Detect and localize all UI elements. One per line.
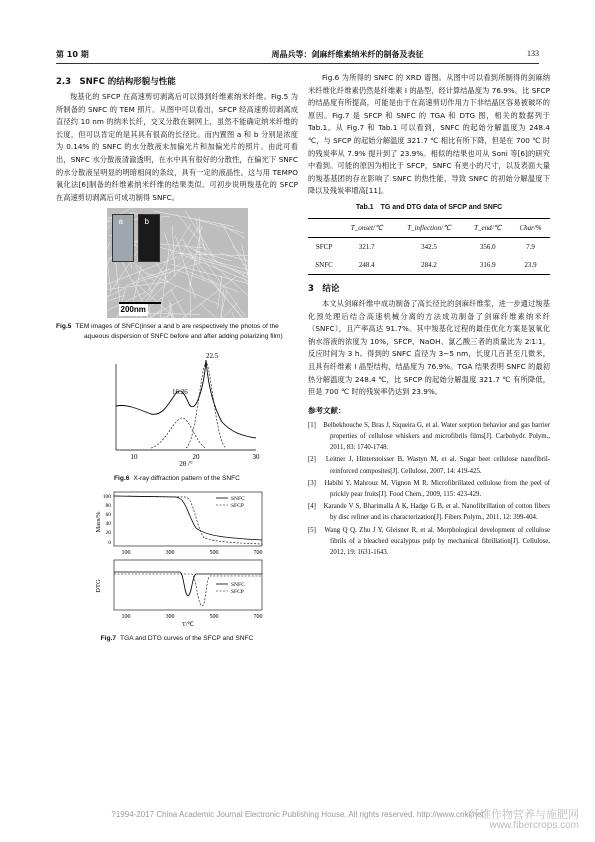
tga-ytick-80: 80 <box>105 503 111 510</box>
dtg-y-label: DTG <box>95 579 102 594</box>
fiber-strand <box>185 303 237 318</box>
table1-title: Tab.1 TG and DTG data of SFCP and SNFC <box>355 203 503 211</box>
fig6-caption-text: X-ray diffraction pattern of the SNFC <box>133 475 240 483</box>
dtg-xtick-100: 100 <box>121 614 131 621</box>
fiber-strand <box>200 304 248 318</box>
dtg-xtick-500: 500 <box>209 614 219 621</box>
peak-label-16-26: 16.26 <box>172 388 188 397</box>
table1 <box>308 218 550 275</box>
inset-label-b: b <box>144 217 149 227</box>
dtg-xtick-700: 700 <box>253 614 263 621</box>
reference-list <box>308 420 550 558</box>
xrd-chart <box>56 346 298 470</box>
tga-ytick-60: 60 <box>105 512 111 519</box>
table-row <box>308 237 550 256</box>
fig6-caption <box>56 474 298 484</box>
tga-y-label: Mass/% <box>95 511 102 533</box>
reference-item: [3] Habibi Y, Mahrouz M, Vignon M R. Microfibrillated cellulose from the peel of prickly pear fruits[J]. Food Chem., 2009, 115: 423-429. <box>308 479 550 498</box>
table-cell: 321.7 <box>358 242 375 251</box>
scale-label: 200nm <box>120 305 146 315</box>
copyright-footer: ?1994-2017 China Academic Journal Electronic Publishing House. All rights reserved. http://www.cnki.net <box>111 810 484 819</box>
legend-snfc: SNFC <box>231 496 245 503</box>
reference-item: [1] Belbekhouche S, Bras J, Siqueira G, et al. Water sorption behavior and gas barrier properties of cellulose whiskers and microfibrils films[J]. Carbohydr. Polym., 2011, 83: 1740-1748. <box>308 421 550 452</box>
fiber-strand <box>184 245 248 284</box>
conclusion-paragraph: 本文从剑麻纤维中成功制备了高长径比的剑麻纤维浆，进一步通过羧基化预处理后结合高速机械分离的方法成功制备了剑麻纤维素纳米纤（SNFC），且产率高达 91.7%。其中羧基化过程的最佳优化方案是氢氧化钠水溶液的浓度为 10%，SFCP、NaOH、氯乙酸三者的质量比为 2∶1∶1，反应时间为 3 h。得到的 SNFC 直径为 3~5 nm，长度几百甚至几微米，且具有纤维素 Ⅰ 晶型结构，结晶度为 76.9%。TGA 结果表明 SNFC 的最初热分解温度为 248.4 ℃，比 SFCP 的起始分解温度 321.7 ℃ 有所降低，但是 700 ℃ 时的残炭率仍达到 23.9%。 <box>308 298 550 397</box>
fiber-strand <box>154 304 171 318</box>
fig5-caption-text: TEM images of SNFC(inser a and b are respectively the photos of the aqueous dispersion of SNFC before and after adding polarizing film) <box>75 323 283 341</box>
legend-sfcp: SFCP <box>231 503 244 510</box>
tga-xtick-500: 500 <box>209 550 219 557</box>
references-title: 参考文献： <box>308 405 346 415</box>
xrd-fit-crystalline <box>186 362 226 448</box>
fig5-label: Fig.5 <box>56 323 72 331</box>
issue-number: 第 10 期 <box>56 50 89 59</box>
watermark-chinese: 纤维作物营养与施肥网 <box>469 808 579 821</box>
fiber-strand <box>176 270 220 287</box>
fig5-caption <box>56 322 298 342</box>
legend-snfc-dtg: SNFC <box>231 582 245 589</box>
tga-ytick-0: 0 <box>108 540 111 547</box>
table-cell: 356.0 <box>479 242 496 251</box>
tga-xtick-300: 300 <box>165 550 175 557</box>
table1-header: T_onset/℃ <box>340 218 394 237</box>
watermark-url: www.fibercrops.com <box>489 820 579 831</box>
table-cell: 316.9 <box>464 256 511 275</box>
header-divider <box>56 63 539 64</box>
page-number: 133 <box>527 49 539 58</box>
fig7-caption-text: TGA and DTG curves of the SFCP and SNFC <box>120 635 254 643</box>
fiber-strand <box>107 262 111 292</box>
table-cell: 7.9 <box>526 242 535 251</box>
running-title: 周晶兵等：剑麻纤维素纳米纤的制备及表征 <box>271 50 424 59</box>
table-row <box>308 256 550 275</box>
xrd-tick-10: 10 <box>130 453 138 462</box>
section-2-3-paragraph: 羧基化的 SFCP 在高速剪切剥离后可以得到纤维素纳米纤维。Fig.5 为所制备的 SNFC 的 TEM 照片。从图中可以看出，SFCP 经高速剪切剥离成直径约 10 nm 的纳米长纤，交叉分散在铜网上，虽然不能确定纳米纤维的长度，但可以肯定的是其具有很高的长径比。而内置图 a 和 b 分别是浓度为 0.14% 的 SNFC 的水分散液未加偏光片和加偏光片的照片。由此可看出，SNFC 水分散液清澈透明，在水中具有很好的分散性，在偏光下 SNFC 的水分散液呈明显的明暗相间的条纹，具有一定的液晶性。这与用 TEMPO 氧化法[6]制备的纤维素纳米纤维的结果类似。可初步说明羧基化的 SFCP 在高速剪切剥离后可成功制得 SNFC。 <box>56 92 298 202</box>
tga-dtg-x-label: T/℃ <box>181 622 195 627</box>
tga-ytick-20: 20 <box>105 530 111 537</box>
table-cell: 284.2 <box>394 256 465 275</box>
tga-dtg-svg <box>56 488 298 626</box>
dtg-xtick-300: 300 <box>165 614 175 621</box>
fiber-strand <box>190 254 243 319</box>
table-cell: 23.9 <box>511 256 550 275</box>
table1-header <box>308 218 340 237</box>
fiber-strand <box>168 301 177 319</box>
section-title-2-3: 2.3 SNFC 的结构形貌与性能 <box>56 77 176 87</box>
table1-header-row <box>308 218 550 237</box>
fiber-strand <box>176 214 217 263</box>
table1-header: T_inflection/℃ <box>394 218 465 237</box>
fig6-label: Fig.6 <box>114 475 130 483</box>
xrd-tick-20: 20 <box>192 453 200 462</box>
table1-header: T_end/℃ <box>464 218 511 237</box>
fiber-strand <box>210 262 248 311</box>
fig7-caption <box>56 634 298 644</box>
fiber-strand <box>242 275 247 318</box>
table-cell: SFCP <box>315 242 333 251</box>
tga-xtick-100: 100 <box>121 550 131 557</box>
tga-ytick-100: 100 <box>102 494 111 501</box>
xrd-x-label: 2θ /° <box>179 460 193 467</box>
table-cell: 248.4 <box>340 256 394 275</box>
fiber-strand <box>224 228 248 280</box>
peak-label-22-5: 22.5 <box>206 352 219 361</box>
legend-sfcp-dtg: SFCP <box>231 589 244 596</box>
fiber-strand <box>147 317 183 318</box>
fiber-strand <box>107 242 110 274</box>
xrd-curve <box>116 360 256 438</box>
page-header <box>56 46 539 62</box>
left-column <box>56 72 298 644</box>
xrd-fit-amorphous <box>151 418 206 448</box>
table-cell: SNFC <box>308 256 340 275</box>
reference-item: [5] Wang Q Q, Zhu J Y, Gleisner R, et al. Morphological development of cellulose fibrils of a bleached eucalyptus pulp by mechanical fibrillation[J]. Cellulose, 2012, 19: 1631-1643. <box>308 526 550 556</box>
xrd-tga-discussion: Fig.6 为所得的 SNFC 的 XRD 谱图。从图中可以看到所制得的剑麻纳米纤维化纤维素仍然是纤维素 Ⅰ 的晶型，经计算结晶度为 76.9%。比 SFCP 的结晶度有所提高，可能是由于在高速剪切作用力下非结晶区容易被破坏的原因。Fig.7 是 SFCP 和 SNFC 的 TGA 和 DTG 图，相关的数据列于 Tab.1。从 Fig.7 和 Tab.1 可以看到，SNFC 的起始分解温度为 248.4 ℃，与 SFCP 的起始分解温度 321.7 ℃ 相比有所下降，但是在 700 ℃ 时的残炭率从 7.9% 提升到了 23.9%。相似的结果也可从 Soni 等[6]的研究中看到。可能的原因为相比于 SFCP，SNFC 有更小的尺寸，以及表面大量的羧基基团的存在影响了 SNFC 的热性能，导致 SNFC 的初始分解温度下降以及残炭率增高[11]。 <box>308 73 550 196</box>
inset-label-a: a <box>118 217 123 227</box>
fiber-strand <box>107 254 114 317</box>
right-column <box>308 72 550 559</box>
reference-item: [2] Leitner J, Hinterstoisser B, Wastyn M, et al. Sugar beet cellulose nanofibril-reinforced composites[J]. Cellulose, 2007, 14: 419-425. <box>308 456 550 475</box>
table-cell: 342.5 <box>421 242 437 251</box>
fiber-strand <box>218 223 244 238</box>
reference-item: [4] Karande V S, Bharimalla A K, Hadge G B, et al. Nanofibrillation of cotton fibers by disc refiner and its characterization[J]. Fibers Polym., 2011, 12: 399-404. <box>308 503 550 522</box>
xrd-tick-30: 30 <box>252 453 260 462</box>
tga-ytick-40: 40 <box>105 521 111 528</box>
tga-dtg-chart <box>56 488 298 630</box>
tem-image <box>107 208 248 318</box>
section-title-3: 3 结论 <box>308 283 340 294</box>
fiber-strand <box>107 225 110 288</box>
xrd-svg <box>56 346 298 466</box>
fig7-label: Fig.7 <box>100 635 117 643</box>
fiber-strand <box>217 276 221 309</box>
tga-xtick-700: 700 <box>253 550 263 557</box>
fiber-strand <box>242 265 248 271</box>
table1-header: Char/% <box>511 218 550 237</box>
